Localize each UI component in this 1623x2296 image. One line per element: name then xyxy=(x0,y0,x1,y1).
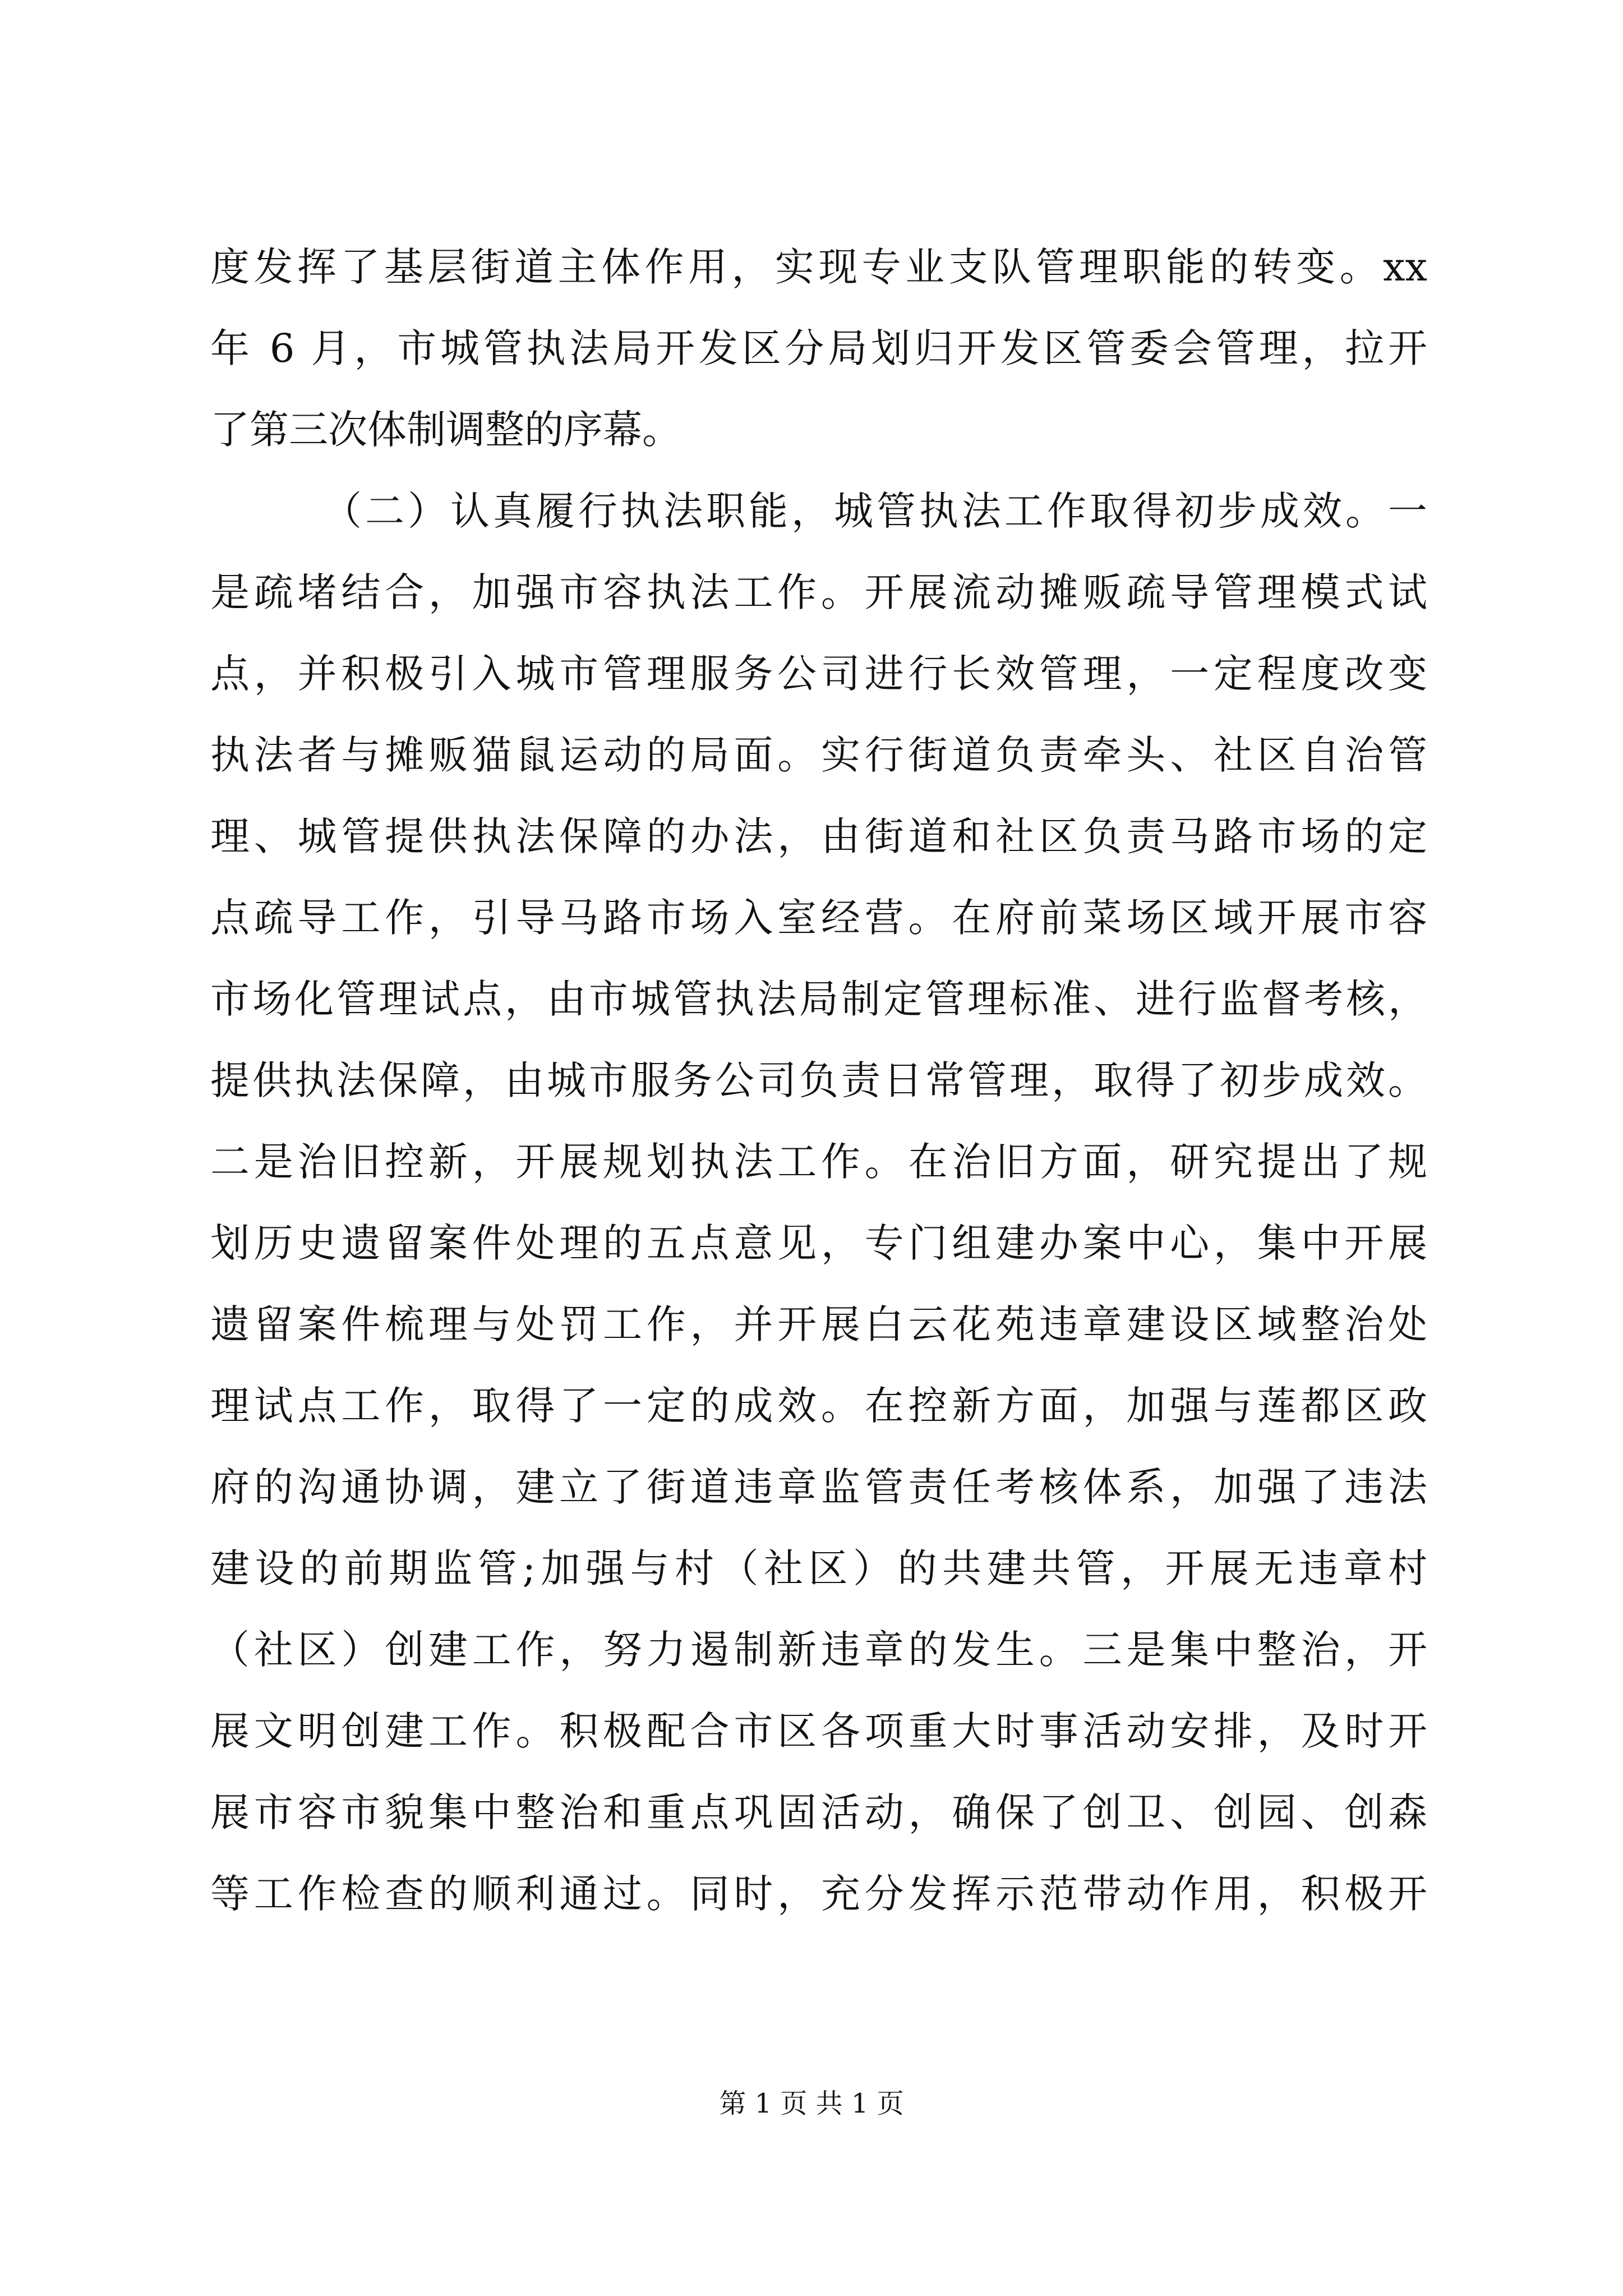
text-line: 府的沟通协调，建立了街道违章监管责任考核体系，加强了违法 xyxy=(210,1464,1427,1510)
text-line: 遗留案件梳理与处罚工作，并开展白云花苑违章建设区域整治处 xyxy=(210,1301,1427,1347)
text-line: 二是治旧控新，开展规划执法工作。在治旧方面，研究提出了规 xyxy=(210,1139,1427,1185)
text-line: 划历史遗留案件处理的五点意见，专门组建办案中心，集中开展 xyxy=(210,1220,1427,1266)
text-line: 点，并积极引入城市管理服务公司进行长效管理，一定程度改变 xyxy=(210,651,1427,697)
text-line: 展文明创建工作。积极配合市区各项重大时事活动安排，及时开 xyxy=(210,1708,1427,1754)
page-number-footer: 第 1 页 共 1 页 xyxy=(719,2088,904,2119)
text-line: 展市容市貌集中整治和重点巩固活动，确保了创卫、创园、创森 xyxy=(210,1789,1427,1835)
text-line: 年 6 月，市城管执法局开发区分局划归开发区管委会管理，拉开 xyxy=(210,325,1427,371)
text-line: 了第三次体制调整的序幕。 xyxy=(210,407,681,453)
text-line: 度发挥了基层街道主体作用，实现专业支队管理职能的转变。xx xyxy=(210,244,1427,290)
text-line: 理试点工作，取得了一定的成效。在控新方面，加强与莲都区政 xyxy=(210,1383,1427,1429)
paragraph-heading-line: （二）认真履行执法职能，城管执法工作取得初步成效。一 xyxy=(322,488,1427,534)
text-line: 执法者与摊贩猫鼠运动的局面。实行街道负责牵头、社区自治管 xyxy=(210,732,1427,778)
text-line: 等工作检查的顺利通过。同时，充分发挥示范带动作用，积极开 xyxy=(210,1871,1427,1917)
text-line: 市场化管理试点，由市城管执法局制定管理标准、进行监督考核， xyxy=(210,976,1427,1022)
text-line: 理、城管提供执法保障的办法，由街道和社区负责马路市场的定 xyxy=(210,813,1427,859)
text-line: 点疏导工作，引导马路市场入室经营。在府前菜场区域开展市容 xyxy=(210,895,1427,941)
text-line: 建设的前期监管;加强与村（社区）的共建共管，开展无违章村 xyxy=(210,1545,1427,1591)
text-line: 提供执法保障，由城市服务公司负责日常管理，取得了初步成效。 xyxy=(210,1057,1427,1103)
body-text xyxy=(210,227,1427,1935)
text-line: 是疏堵结合，加强市容执法工作。开展流动摊贩疏导管理模式试 xyxy=(210,569,1427,615)
text-line: （社区）创建工作，努力遏制新违章的发生。三是集中整治，开 xyxy=(210,1627,1427,1673)
